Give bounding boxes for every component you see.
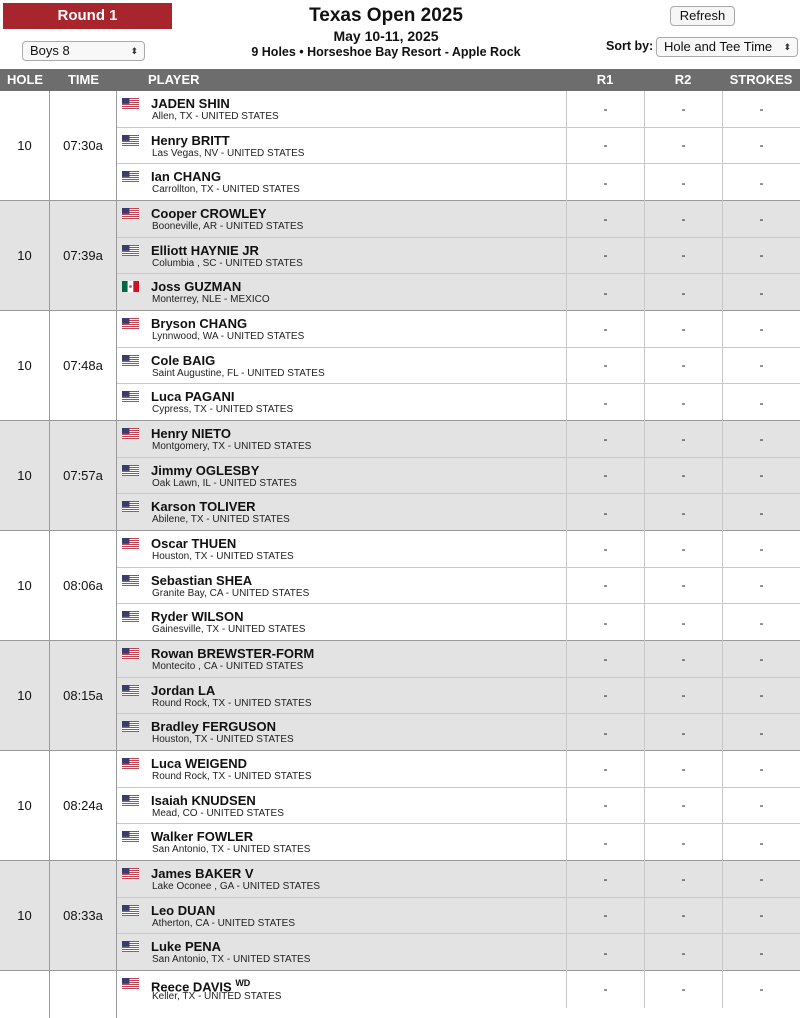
player-row[interactable] — [117, 604, 800, 641]
player-row[interactable] — [117, 934, 800, 971]
player-name-link[interactable] — [151, 573, 252, 588]
division-selected-value: Boys 8 — [30, 43, 70, 58]
player-name: Walker FOWLER — [151, 829, 254, 845]
group-tee-time: 07:30a — [50, 91, 117, 200]
player-row[interactable] — [117, 494, 800, 531]
player-row[interactable] — [117, 641, 800, 678]
player-row[interactable] — [117, 531, 800, 568]
score-strokes: - — [722, 348, 800, 384]
player-location: Las Vegas, NV - UNITED STATES — [152, 147, 305, 159]
player-name: Reece DAVIS — [151, 979, 232, 995]
player-row[interactable] — [117, 898, 800, 935]
score-r1: - — [566, 934, 644, 971]
group-players — [117, 201, 800, 310]
player-row[interactable] — [117, 348, 800, 385]
mx-flag-icon — [122, 279, 139, 290]
tee-time-group — [0, 201, 800, 311]
score-r1: - — [566, 861, 644, 897]
us-flag-icon — [122, 866, 139, 877]
us-flag-icon — [122, 96, 139, 107]
player-row[interactable] — [117, 971, 800, 1008]
group-tee-time: 08:15a — [50, 641, 117, 750]
player-name: Henry NIETO — [151, 426, 231, 441]
player-name-link[interactable] — [151, 793, 256, 808]
score-r2: - — [644, 421, 722, 457]
score-strokes: - — [722, 458, 800, 494]
player-location: Abilene, TX - UNITED STATES — [152, 514, 290, 526]
score-r2: - — [644, 494, 722, 531]
group-players — [117, 751, 800, 860]
score-strokes: - — [722, 128, 800, 164]
sort-selected-value: Hole and Tee Time — [664, 39, 773, 54]
player-name-link[interactable] — [151, 829, 253, 844]
player-location: Allen, TX - UNITED STATES — [152, 111, 279, 122]
player-name: Joss GUZMAN — [151, 279, 242, 295]
player-row[interactable] — [117, 861, 800, 898]
score-strokes: - — [722, 201, 800, 237]
score-strokes: - — [722, 788, 800, 824]
player-name: Elliott HAYNIE JR — [151, 242, 259, 258]
player-location: Keller, TX - UNITED STATES — [152, 991, 282, 1002]
player-location: Saint Augustine, FL - UNITED STATES — [152, 367, 325, 379]
player-name: Luke PENA — [151, 939, 222, 955]
score-r2: - — [644, 311, 722, 347]
player-location: Monterrey, NLE - MEXICO — [152, 294, 270, 306]
score-strokes: - — [722, 238, 800, 274]
us-flag-icon — [122, 976, 139, 987]
player-name-link[interactable] — [151, 353, 215, 368]
column-header-r2: R2 — [674, 72, 692, 87]
us-flag-icon — [122, 463, 139, 474]
us-flag-icon — [122, 426, 139, 437]
player-row[interactable] — [117, 128, 800, 165]
score-r2: - — [644, 348, 722, 384]
group-players — [117, 641, 800, 750]
player-name: Rowan BREWSTER-FORM — [151, 646, 315, 661]
group-hole: 10 — [0, 861, 50, 970]
chevron-updown-icon: ⬍ — [783, 42, 791, 52]
player-name: Oscar THUEN — [151, 536, 237, 551]
player-row[interactable] — [117, 458, 800, 495]
group-hole: 10 — [0, 311, 50, 420]
player-row[interactable] — [117, 201, 800, 238]
score-r1: - — [566, 348, 644, 384]
player-row[interactable] — [117, 678, 800, 715]
player-name-link[interactable] — [151, 939, 221, 954]
us-flag-icon — [122, 756, 139, 767]
player-name-link[interactable] — [151, 903, 215, 918]
player-location: Cypress, TX - UNITED STATES — [152, 404, 294, 416]
group-tee-time: 08:33a — [50, 861, 117, 970]
column-header-r1: R1 — [596, 72, 614, 87]
tee-time-group — [0, 751, 800, 861]
group-players — [117, 531, 800, 640]
score-strokes: - — [722, 714, 800, 751]
group-players — [117, 91, 800, 200]
player-location: Gainesville, TX - UNITED STATES — [152, 624, 306, 636]
player-location: San Antonio, TX - UNITED STATES — [152, 844, 311, 856]
player-row[interactable] — [117, 384, 800, 421]
player-location: Houston, TX - UNITED STATES — [152, 551, 294, 562]
player-name-link[interactable] — [151, 683, 215, 698]
round-tab[interactable]: Round 1 — [3, 3, 172, 29]
score-r2: - — [644, 238, 722, 274]
group-players — [117, 311, 800, 420]
player-name: Karson TOLIVER — [151, 499, 256, 515]
score-r1: - — [566, 971, 644, 1008]
score-r1: - — [566, 788, 644, 824]
score-r1: - — [566, 421, 644, 457]
player-location: San Antonio, TX - UNITED STATES — [152, 954, 311, 966]
player-location: Atherton, CA - UNITED STATES — [152, 917, 295, 929]
column-header-row — [0, 69, 800, 91]
group-tee-time — [50, 971, 117, 1018]
player-name-link[interactable] — [151, 96, 230, 111]
group-tee-time: 07:57a — [50, 421, 117, 530]
player-location: Oak Lawn, IL - UNITED STATES — [152, 477, 297, 489]
group-hole: 10 — [0, 641, 50, 750]
player-name: JADEN SHIN — [151, 96, 230, 111]
score-strokes: - — [722, 604, 800, 641]
group-hole: 10 — [0, 91, 50, 200]
player-name-link[interactable] — [151, 133, 230, 148]
column-header-player: PLAYER — [148, 72, 200, 87]
tee-time-group — [0, 641, 800, 751]
score-r1: - — [566, 201, 644, 237]
score-r1: - — [566, 678, 644, 714]
score-strokes: - — [722, 641, 800, 677]
us-flag-icon — [122, 719, 139, 730]
tee-time-group — [0, 861, 800, 971]
player-row[interactable] — [117, 714, 800, 751]
score-r1: - — [566, 898, 644, 934]
player-row[interactable] — [117, 164, 800, 201]
score-r2: - — [644, 788, 722, 824]
score-r1: - — [566, 824, 644, 861]
column-header-strokes: STROKES — [729, 72, 793, 87]
score-r1: - — [566, 604, 644, 641]
us-flag-icon — [122, 243, 139, 254]
event-dates: May 10-11, 2025 — [333, 28, 439, 44]
score-r1: - — [566, 128, 644, 164]
player-location: Mead, CO - UNITED STATES — [152, 807, 284, 819]
us-flag-icon — [122, 829, 139, 840]
score-strokes: - — [722, 934, 800, 971]
player-name-link[interactable] — [151, 279, 241, 294]
event-course: 9 Holes • Horseshoe Bay Resort - Apple Rock — [251, 45, 521, 59]
group-hole — [0, 971, 50, 1018]
player-name-link[interactable] — [151, 389, 235, 404]
score-r2: - — [644, 714, 722, 751]
player-name-link[interactable] — [151, 646, 314, 661]
us-flag-icon — [122, 536, 139, 547]
score-strokes: - — [722, 678, 800, 714]
tee-time-group — [0, 531, 800, 641]
player-name-link[interactable] — [151, 426, 231, 441]
group-tee-time: 07:39a — [50, 201, 117, 310]
tee-time-groups — [0, 91, 800, 1018]
player-name: Sebastian SHEA — [151, 572, 253, 588]
player-name: Luca PAGANI — [151, 389, 235, 405]
us-flag-icon — [122, 793, 139, 804]
score-r2: - — [644, 898, 722, 934]
score-strokes: - — [722, 531, 800, 567]
player-location: Montecito , CA - UNITED STATES — [152, 661, 304, 672]
player-location: Booneville, AR - UNITED STATES — [152, 221, 304, 232]
player-row[interactable] — [117, 568, 800, 605]
score-r2: - — [644, 568, 722, 604]
player-name: Ryder WILSON — [151, 609, 244, 625]
us-flag-icon — [122, 389, 139, 400]
tee-time-group — [0, 421, 800, 531]
score-strokes: - — [722, 384, 800, 421]
score-strokes: - — [722, 494, 800, 531]
player-name-link[interactable] — [151, 463, 259, 478]
score-r1: - — [566, 311, 644, 347]
player-location: Round Rock, TX - UNITED STATES — [152, 697, 312, 709]
score-strokes: - — [722, 751, 800, 787]
score-r2: - — [644, 531, 722, 567]
sort-label: Sort by: — [606, 39, 654, 53]
player-row[interactable] — [117, 824, 800, 861]
tee-time-group — [0, 311, 800, 421]
score-strokes: - — [722, 421, 800, 457]
score-r1: - — [566, 531, 644, 567]
player-row[interactable] — [117, 788, 800, 825]
player-name-link[interactable] — [151, 866, 254, 881]
score-r2: - — [644, 861, 722, 897]
score-r2: - — [644, 678, 722, 714]
us-flag-icon — [122, 169, 139, 180]
player-name: Jimmy OGLESBY — [151, 462, 260, 478]
score-r1: - — [566, 751, 644, 787]
player-row[interactable] — [117, 238, 800, 275]
player-row[interactable] — [117, 421, 800, 458]
player-name-link[interactable] — [151, 536, 236, 551]
withdrawn-badge: WD — [235, 978, 251, 988]
score-r1: - — [566, 568, 644, 604]
group-players — [117, 421, 800, 530]
score-strokes: - — [722, 91, 800, 127]
division-select[interactable] — [22, 41, 145, 61]
score-strokes: - — [722, 568, 800, 604]
score-r1: - — [566, 384, 644, 421]
group-tee-time: 08:24a — [50, 751, 117, 860]
player-location: Lake Oconee , GA - UNITED STATES — [152, 881, 321, 892]
event-title-block — [200, 5, 572, 59]
player-location: Carrollton, TX - UNITED STATES — [152, 184, 300, 196]
group-hole: 10 — [0, 531, 50, 640]
player-name: James BAKER V — [151, 866, 254, 881]
score-r2: - — [644, 971, 722, 1008]
score-strokes: - — [722, 898, 800, 934]
us-flag-icon — [122, 939, 139, 950]
player-name: Leo DUAN — [151, 902, 216, 918]
page-header — [0, 0, 800, 69]
player-location: Granite Bay, CA - UNITED STATES — [152, 587, 310, 599]
player-name-link[interactable] — [151, 719, 276, 734]
score-r1: - — [566, 164, 644, 201]
chevron-updown-icon: ⬍ — [130, 46, 138, 56]
score-r2: - — [644, 458, 722, 494]
us-flag-icon — [122, 573, 139, 584]
score-r1: - — [566, 714, 644, 751]
score-r2: - — [644, 751, 722, 787]
score-r2: - — [644, 824, 722, 861]
score-r2: - — [644, 641, 722, 677]
us-flag-icon — [122, 133, 139, 144]
score-r1: - — [566, 274, 644, 311]
score-r1: - — [566, 494, 644, 531]
player-name-link[interactable] — [151, 609, 243, 624]
group-tee-time: 08:06a — [50, 531, 117, 640]
group-players — [117, 861, 800, 970]
tee-time-group — [0, 91, 800, 201]
score-r1: - — [566, 458, 644, 494]
player-row[interactable] — [117, 311, 800, 348]
player-name-link[interactable] — [151, 756, 247, 771]
score-r2: - — [644, 604, 722, 641]
player-name-link[interactable] — [151, 499, 256, 514]
player-name-link[interactable] — [151, 206, 267, 221]
player-name-link[interactable] — [151, 169, 221, 184]
player-name: Jordan LA — [151, 682, 216, 698]
score-r2: - — [644, 164, 722, 201]
score-r2: - — [644, 201, 722, 237]
score-strokes: - — [722, 861, 800, 897]
score-strokes: - — [722, 311, 800, 347]
player-name: Isaiah KNUDSEN — [151, 792, 256, 808]
player-row[interactable] — [117, 91, 800, 128]
score-r2: - — [644, 384, 722, 421]
us-flag-icon — [122, 646, 139, 657]
us-flag-icon — [122, 206, 139, 217]
group-hole: 10 — [0, 421, 50, 530]
player-name: Cole BAIG — [151, 352, 216, 368]
player-location: Lynnwood, WA - UNITED STATES — [152, 331, 305, 342]
refresh-button[interactable]: Refresh — [670, 6, 735, 26]
player-location: Houston, TX - UNITED STATES — [152, 734, 294, 746]
tee-time-group — [0, 971, 800, 1018]
group-hole: 10 — [0, 201, 50, 310]
sort-select[interactable] — [656, 37, 798, 57]
score-r1: - — [566, 238, 644, 274]
score-r1: - — [566, 91, 644, 127]
player-name: Bradley FERGUSON — [151, 719, 276, 735]
player-location: Columbia , SC - UNITED STATES — [152, 257, 303, 269]
player-location: Round Rock, TX - UNITED STATES — [152, 771, 312, 782]
score-r2: - — [644, 934, 722, 971]
us-flag-icon — [122, 903, 139, 914]
player-name: Cooper CROWLEY — [151, 206, 267, 221]
player-name: Henry BRITT — [151, 132, 230, 148]
group-players — [117, 971, 800, 1018]
us-flag-icon — [122, 683, 139, 694]
player-location: Montgomery, TX - UNITED STATES — [152, 441, 312, 452]
group-hole: 10 — [0, 751, 50, 860]
score-r2: - — [644, 274, 722, 311]
score-strokes: - — [722, 971, 800, 1008]
player-row[interactable] — [117, 751, 800, 788]
us-flag-icon — [122, 499, 139, 510]
us-flag-icon — [122, 353, 139, 364]
score-strokes: - — [722, 274, 800, 311]
player-row[interactable] — [117, 274, 800, 311]
us-flag-icon — [122, 316, 139, 327]
player-name: Ian CHANG — [151, 169, 222, 185]
score-strokes: - — [722, 164, 800, 201]
group-tee-time: 07:48a — [50, 311, 117, 420]
column-header-hole: HOLE — [6, 72, 44, 87]
player-name: Luca WEIGEND — [151, 756, 248, 771]
column-header-time: TIME — [67, 72, 100, 87]
score-r2: - — [644, 91, 722, 127]
event-title: Texas Open 2025 — [309, 5, 463, 26]
us-flag-icon — [122, 609, 139, 620]
player-name-link[interactable] — [151, 243, 259, 258]
score-r1: - — [566, 641, 644, 677]
player-name: Bryson CHANG — [151, 316, 248, 331]
player-name-link[interactable] — [151, 316, 247, 331]
score-r2: - — [644, 128, 722, 164]
score-strokes: - — [722, 824, 800, 861]
